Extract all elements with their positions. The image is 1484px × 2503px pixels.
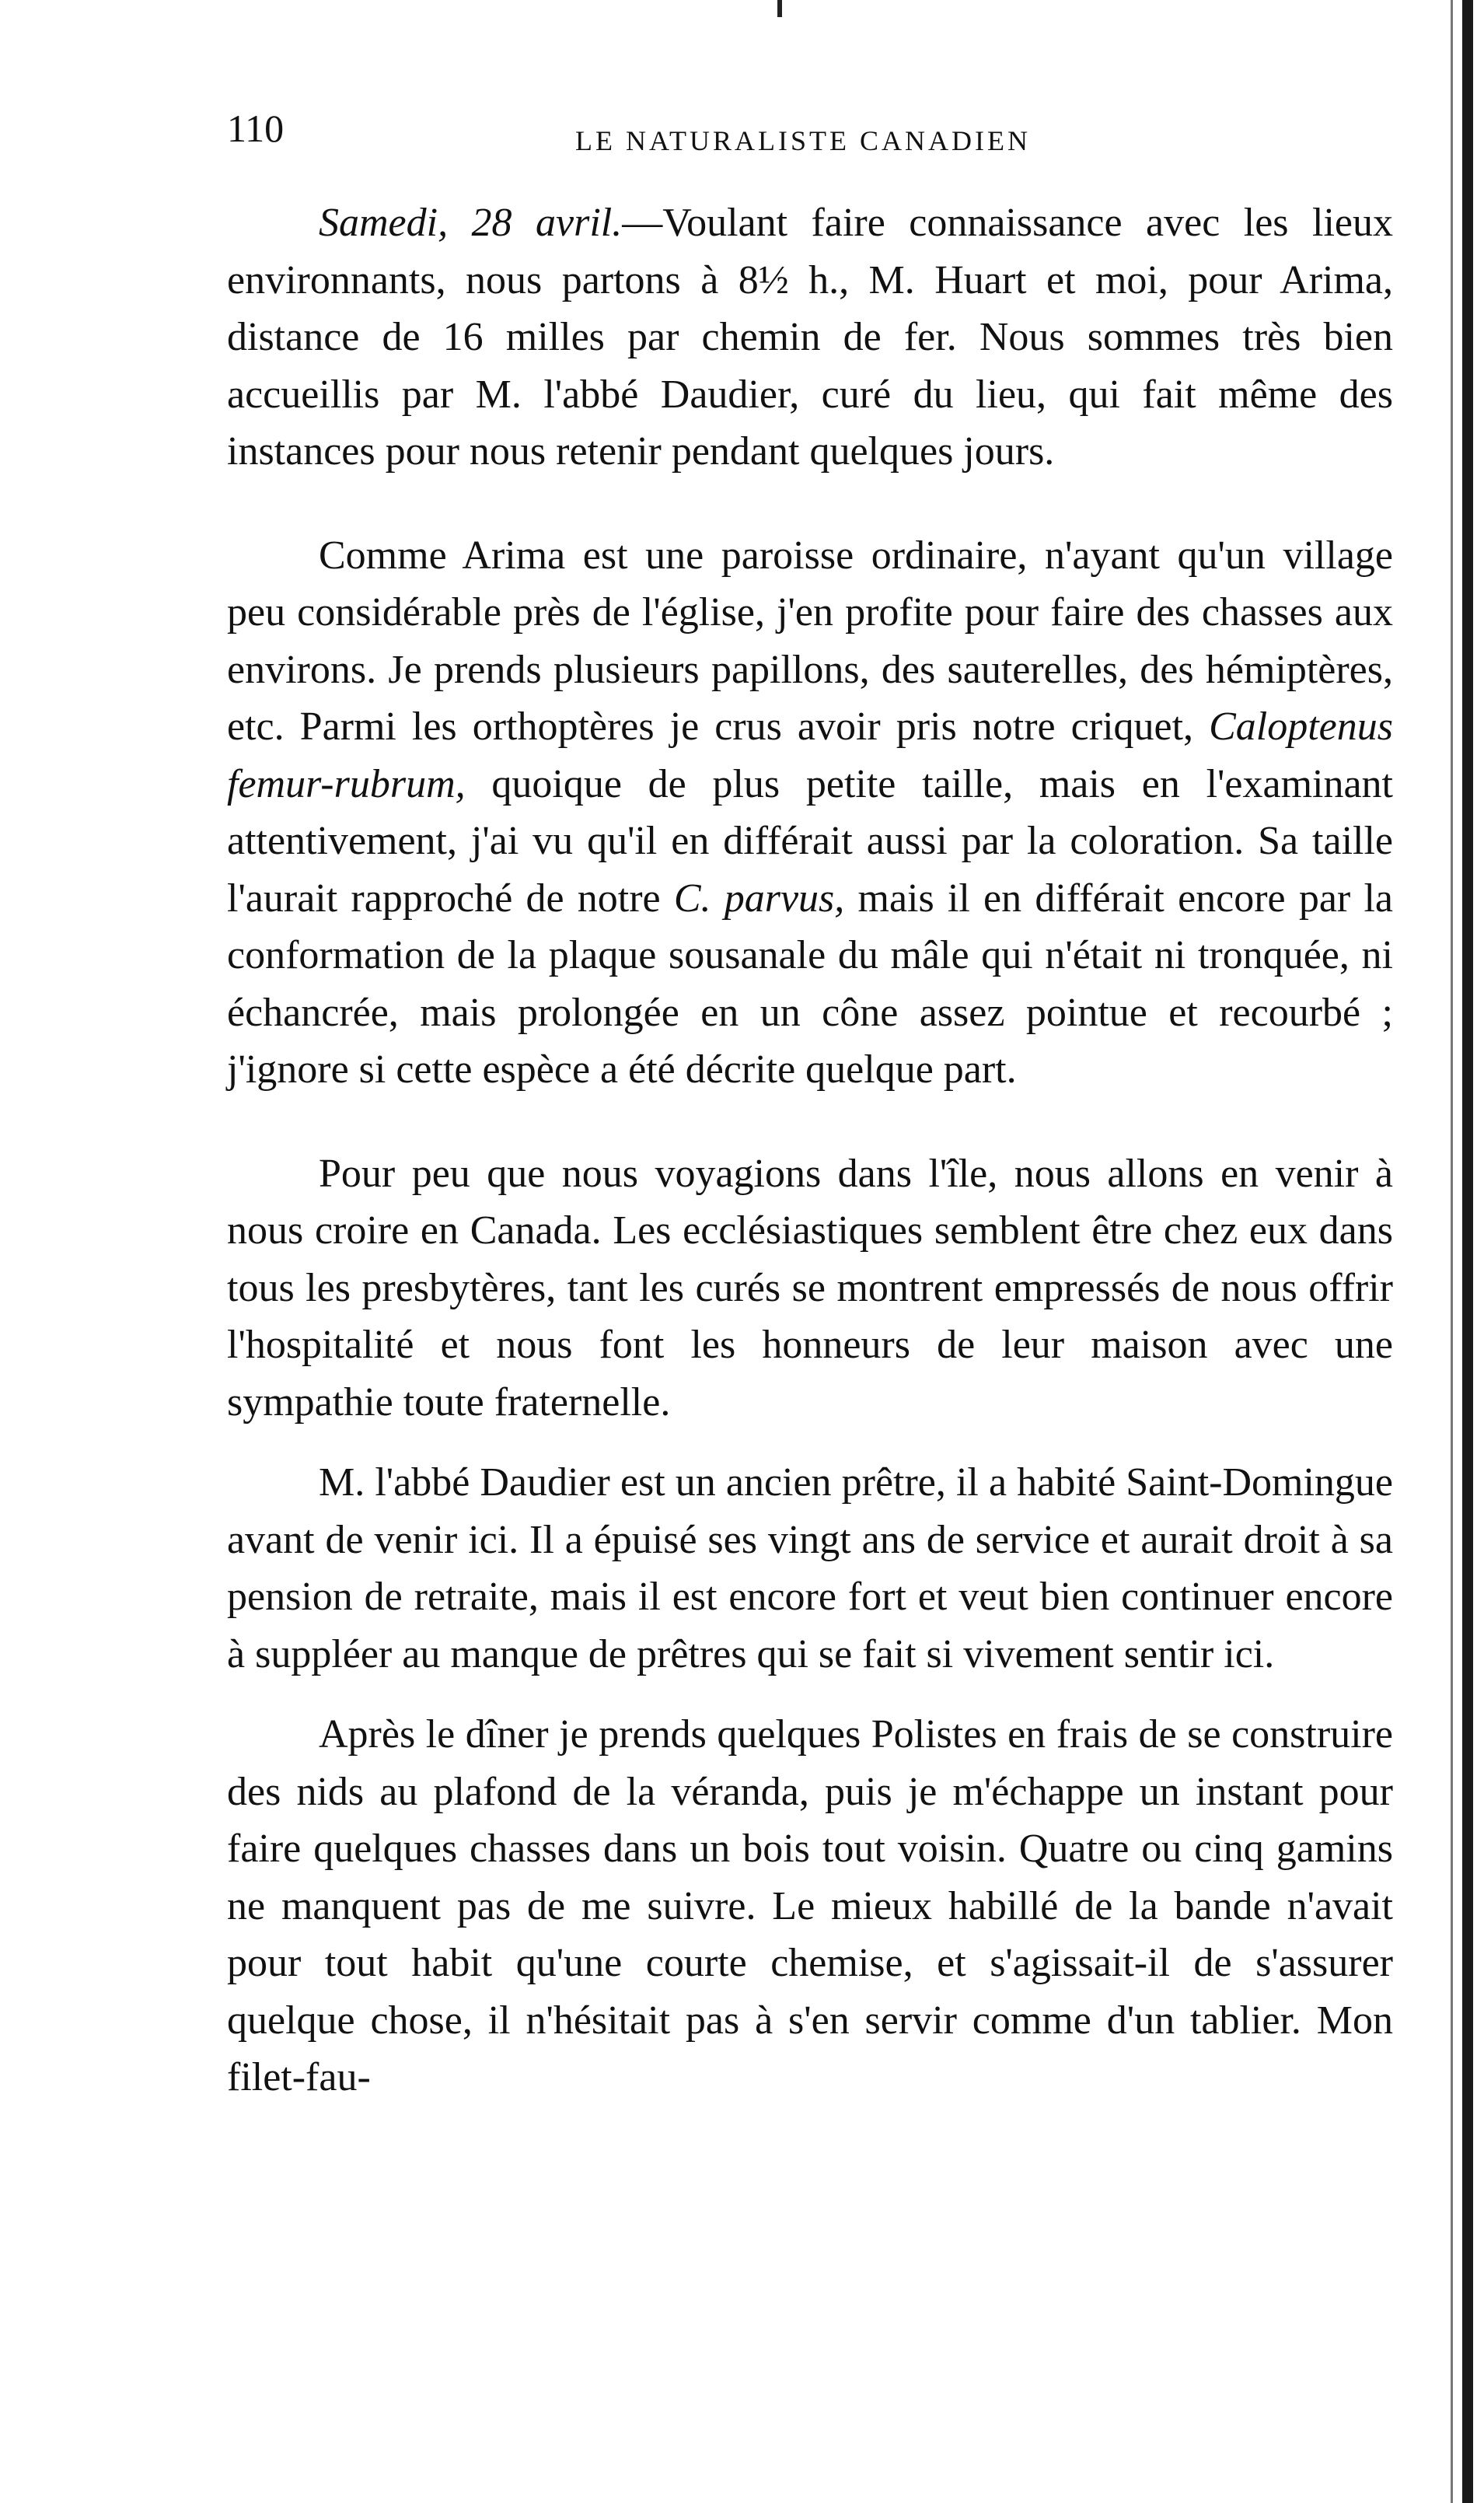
page-header — [227, 101, 1409, 163]
body-text — [227, 194, 1393, 2106]
top-edge-mark — [777, 0, 782, 17]
paragraph-2 — [227, 527, 1393, 1099]
species-name-parvus: C. parvus, — [673, 876, 845, 921]
paragraph-2-text-c: mais il en différait encore par la conformation de la plaque sousanale du mâle qui n'était ni tronquée, ni échancrée, mais prolongée en un cône assez pointue et recourbé ; j'ignore si cette espèce a été décrite quelque part. — [227, 876, 1393, 1092]
paragraph-1 — [227, 194, 1393, 481]
paragraph-2-text-b: quoique de plus petite taille, mais en l'examinant attentivement, j'ai vu qu'il en différait aussi par la coloration. Sa taille l'aurait rapproché de notre — [227, 761, 1393, 921]
running-title: LE NATURALISTE CANADIEN — [575, 125, 1031, 156]
paragraph-5-text: Après le dîner je prends quelques Polistes en frais de se construire des nids au plafond de la véranda, puis je m'échappe un instant pour faire quelques chasses dans un bois tout voisin. Quatre ou cinq gamins ne manquent pas de me suivre. Le mieux habillé de la bande n'avait pour tout habit qu'une courte chemise, et s'agissait-il de s'assurer quelque chose, il n'hésitait pas à s'en servir comme d'un tablier. Mon filet-fau- — [227, 1712, 1393, 2099]
paragraph-4 — [227, 1454, 1393, 1683]
paragraph-3-text: Pour peu que nous voyagions dans l'île, nous allons en venir à nous croire en Canada. Les ecclésiastiques semblent être chez eux dans tous les presbytères, tant les curés se montrent empressés de nous offrir l'hospitalité et nous font les honneurs de leur maison avec une sympathie toute fraternelle. — [227, 1151, 1393, 1425]
paragraph-5 — [227, 1706, 1393, 2106]
species-name-caloptenus: Caloptenus femur-rubrum, — [227, 704, 1393, 806]
paragraph-4-text: M. l'abbé Daudier est un ancien prêtre, il a habité Saint-Domingue avant de venir ici. Il a épuisé ses vingt ans de service et aurait droit à sa pension de retraite, mais il est encore fort et veut bien continuer encore à suppléer au manque de prêtres qui se fait si vivement sentir ici. — [227, 1460, 1393, 1676]
paragraph-3 — [227, 1145, 1393, 1432]
page-binding-edge — [1462, 0, 1473, 2503]
paragraph-1-text: —Voulant faire connaissance avec les lieux environnants, nous partons à 8½ h., M. Huart et moi, pour Arima, distance de 16 milles par chemin de fer. Nous sommes très bien accueillis par M. l'abbé Daudier, curé du lieu, qui fait même des instances pour nous retenir pendant quelques jours. — [227, 201, 1393, 474]
page-number: 110 — [227, 107, 285, 150]
paragraph-2-text-a: Comme Arima est une paroisse ordinaire, n'ayant qu'un village peu considérable près de l'église, j'en profite pour faire des chasses aux environs. Je prends plusieurs papillons, des sauterelles, des hémiptères, etc. Parmi les orthoptères je crus avoir pris notre criquet, — [227, 533, 1393, 749]
date-heading: Samedi, 28 avril. — [319, 201, 623, 245]
page-edge-line — [1451, 0, 1453, 2503]
